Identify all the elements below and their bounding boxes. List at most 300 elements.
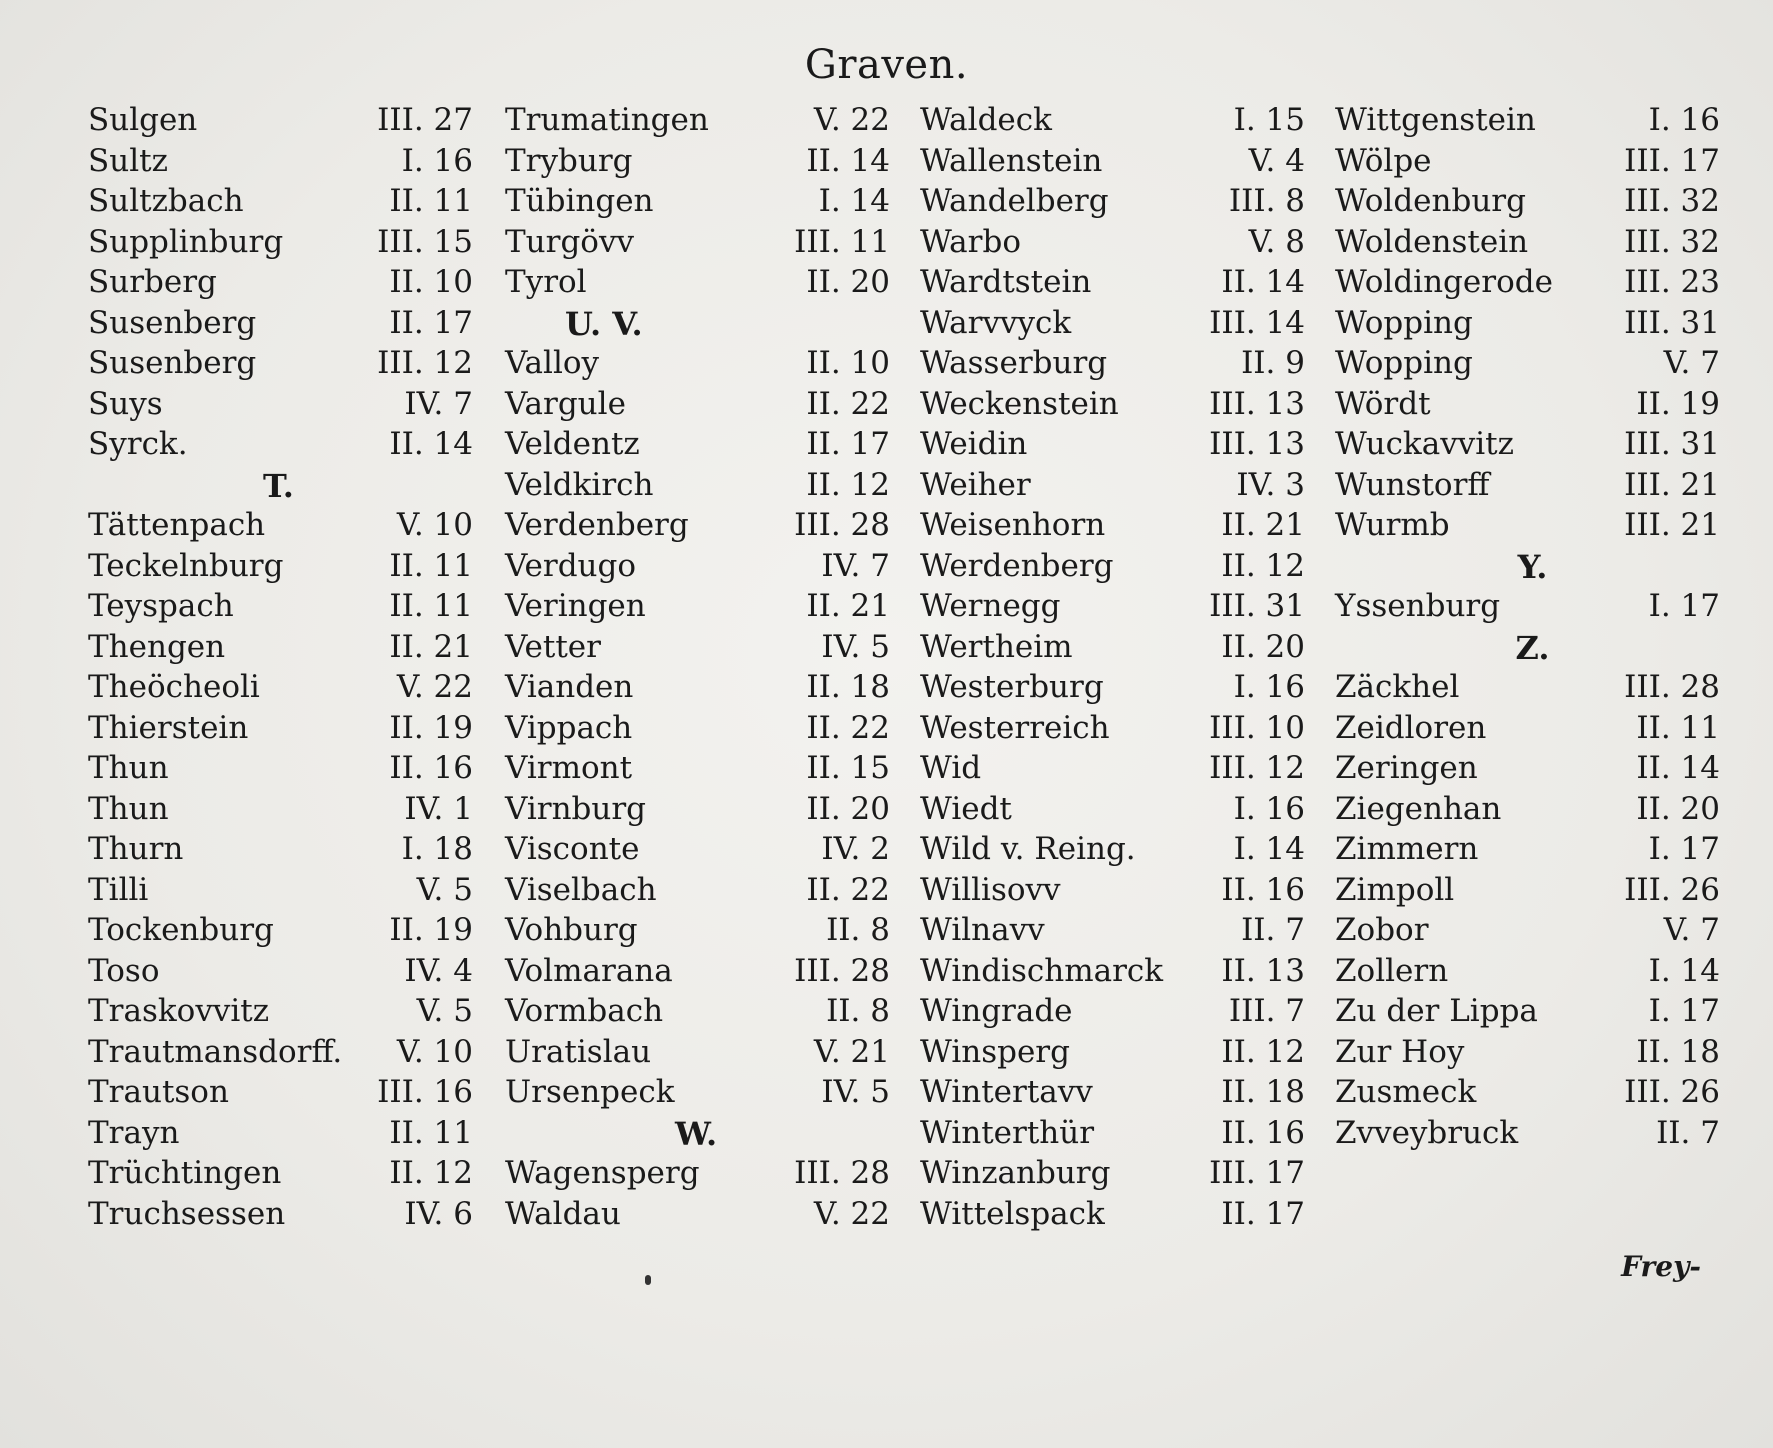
entry-name: Suys <box>88 385 163 422</box>
entry-name: Waldau <box>505 1195 621 1232</box>
index-entry <box>88 912 473 953</box>
entry-name: Wid <box>920 750 982 786</box>
entry-name: Teckelnburg <box>88 547 284 584</box>
entry-name: Toso <box>88 952 160 989</box>
index-entry <box>505 386 890 427</box>
index-entry <box>920 953 1305 994</box>
entry-reference: II. 22 <box>806 871 890 908</box>
entry-name: Wingrade <box>920 993 1073 1029</box>
index-entry <box>920 345 1305 386</box>
entry-name: Wilnavv <box>920 912 1045 948</box>
entry-reference: I. 15 <box>1233 102 1305 138</box>
entry-name: Trautson <box>88 1074 229 1110</box>
entry-name: Yssenburg <box>1335 588 1501 624</box>
entry-name: Zollern <box>1335 952 1449 989</box>
entry-name: Wittelspack <box>920 1195 1105 1232</box>
entry-reference: II. 12 <box>389 1155 473 1191</box>
entry-name: Westerburg <box>920 669 1104 705</box>
entry-reference: I. 14 <box>818 183 890 219</box>
entry-reference: II. 11 <box>389 547 473 584</box>
entry-name: Winzanburg <box>920 1155 1111 1191</box>
entry-name: Weisenhorn <box>920 507 1106 543</box>
entry-name: Sultzbach <box>88 183 244 219</box>
entry-reference: III. 21 <box>1624 466 1720 503</box>
entry-reference: II. 11 <box>389 588 473 624</box>
section-letter: Y. <box>1517 547 1548 586</box>
index-entry <box>920 1074 1305 1115</box>
entry-reference: IV. 7 <box>404 385 473 422</box>
entry-name: Wuckavvitz <box>1335 426 1514 462</box>
index-entry <box>505 102 890 143</box>
entry-reference: I. 16 <box>401 142 473 179</box>
entry-name: Wopping <box>1335 304 1473 341</box>
entry-name: Zu der Lippa <box>1335 993 1538 1029</box>
entry-name: Zeringen <box>1335 750 1478 786</box>
entry-name: Thengen <box>88 628 226 665</box>
entry-reference: IV. 5 <box>821 1074 890 1110</box>
entry-reference: V. 7 <box>1663 912 1720 948</box>
page-title: Graven. <box>804 42 969 88</box>
index-entry <box>1335 1034 1720 1075</box>
index-entry <box>88 993 473 1034</box>
entry-reference: II. 19 <box>389 709 473 746</box>
entry-name: Susenberg <box>88 345 257 381</box>
entry-reference: III. 23 <box>1624 264 1720 300</box>
entry-reference: III. 31 <box>1209 588 1305 624</box>
entry-reference: II. 17 <box>806 426 890 462</box>
entry-name: Supplinburg <box>88 223 284 260</box>
index-entry <box>1335 791 1720 832</box>
entry-reference: I. 17 <box>1648 831 1720 867</box>
entry-name: Thurn <box>88 831 184 867</box>
entry-name: Theöcheoli <box>88 669 260 705</box>
entry-name: Veringen <box>505 588 646 624</box>
entry-reference: II. 18 <box>1636 1033 1720 1070</box>
section-letter: U. V. <box>565 304 643 343</box>
entry-name: Weiher <box>920 466 1031 503</box>
index-entry <box>1335 993 1720 1034</box>
entry-name: Tilli <box>88 871 149 908</box>
entry-name: Vippach <box>505 709 633 746</box>
index-entry <box>505 831 890 872</box>
index-entry <box>88 1034 473 1075</box>
index-entry <box>88 102 473 143</box>
entry-reference: III. 15 <box>377 223 473 260</box>
entry-reference: II. 11 <box>389 183 473 219</box>
index-entry <box>1335 183 1720 224</box>
index-entry <box>505 224 890 265</box>
entry-reference: III. 28 <box>1624 669 1720 705</box>
entry-reference: II. 12 <box>1221 547 1305 584</box>
index-entry <box>1335 102 1720 143</box>
entry-reference: IV. 6 <box>404 1195 473 1232</box>
index-entry <box>920 224 1305 265</box>
entry-name: Wertheim <box>920 628 1073 665</box>
catchword: Frey- <box>1621 1250 1701 1283</box>
index-entry <box>1335 872 1720 913</box>
entry-reference: IV. 7 <box>821 547 890 584</box>
entry-name: Wördt <box>1335 385 1431 422</box>
index-entry <box>88 750 473 791</box>
index-entry <box>920 183 1305 224</box>
entry-reference: II. 11 <box>1636 709 1720 746</box>
index-entry <box>1335 588 1720 629</box>
entry-name: Zvveybruck <box>1335 1114 1519 1151</box>
index-entry <box>88 143 473 184</box>
index-entry <box>505 993 890 1034</box>
entry-name: Vargule <box>505 385 626 422</box>
entry-name: Zusmeck <box>1335 1074 1477 1110</box>
entry-reference: III. 21 <box>1624 507 1720 543</box>
index-entry <box>1335 143 1720 184</box>
index-entry <box>505 872 890 913</box>
entry-reference: III. 27 <box>377 102 473 138</box>
entry-name: Wittgenstein <box>1335 102 1536 138</box>
index-entry <box>88 386 473 427</box>
entry-reference: III. 8 <box>1228 183 1305 219</box>
index-entry <box>1335 305 1720 346</box>
entry-name: Viselbach <box>505 871 657 908</box>
entry-reference: II. 21 <box>389 628 473 665</box>
index-entry <box>88 710 473 751</box>
entry-reference: I. 16 <box>1233 669 1305 705</box>
entry-reference: III. 28 <box>794 507 890 543</box>
entry-reference: IV. 4 <box>404 952 473 989</box>
entry-name: Woldenburg <box>1335 183 1526 219</box>
index-entry <box>1335 831 1720 872</box>
index-entry <box>920 588 1305 629</box>
index-entry <box>88 224 473 265</box>
entry-reference: I. 17 <box>1648 588 1720 624</box>
entry-reference: V. 22 <box>813 102 890 138</box>
index-entry <box>505 953 890 994</box>
index-entry <box>505 426 890 467</box>
entry-reference: V. 10 <box>396 507 473 543</box>
index-entry <box>88 1196 473 1237</box>
entry-name: Teyspach <box>88 588 234 624</box>
index-entry <box>505 669 890 710</box>
entry-name: Trayn <box>88 1114 180 1151</box>
entry-name: Wiedt <box>920 790 1012 827</box>
entry-reference: III. 31 <box>1624 426 1720 462</box>
entry-reference: II. 20 <box>1221 628 1305 665</box>
index-entry <box>88 588 473 629</box>
entry-reference: V. 10 <box>396 1033 473 1070</box>
index-entry <box>88 183 473 224</box>
index-entry <box>505 791 890 832</box>
index-column-4 <box>1335 102 1720 1155</box>
entry-reference: II. 17 <box>389 304 473 341</box>
entry-reference: V. 21 <box>813 1033 890 1070</box>
index-entry <box>1335 386 1720 427</box>
entry-reference: III. 32 <box>1624 183 1720 219</box>
index-entry <box>505 548 890 589</box>
index-entry <box>1335 1074 1720 1115</box>
entry-name: Wagensperg <box>505 1155 700 1191</box>
entry-name: Wopping <box>1335 345 1473 381</box>
entry-reference: II. 12 <box>806 466 890 503</box>
entry-reference: V. 5 <box>416 871 473 908</box>
index-entry <box>505 1074 890 1115</box>
entry-reference: III. 32 <box>1624 223 1720 260</box>
entry-name: Syrck. <box>88 426 188 462</box>
entry-reference: II. 14 <box>806 142 890 179</box>
entry-reference: III. 31 <box>1624 304 1720 341</box>
entry-name: Veldentz <box>505 426 640 462</box>
entry-reference: V. 5 <box>416 993 473 1029</box>
index-entry <box>505 143 890 184</box>
entry-reference: II. 20 <box>806 790 890 827</box>
index-entry <box>505 1034 890 1075</box>
entry-reference: III. 17 <box>1209 1155 1305 1191</box>
entry-name: Winsperg <box>920 1033 1070 1070</box>
section-letter: Z. <box>1515 628 1550 667</box>
entry-name: Wild v. Reing. <box>920 831 1136 867</box>
entry-name: Volmarana <box>505 952 673 989</box>
entry-reference: II. 21 <box>806 588 890 624</box>
entry-reference: I. 16 <box>1233 790 1305 827</box>
index-entry <box>1335 426 1720 467</box>
entry-name: Trautmansdorff. <box>88 1033 343 1070</box>
index-entry <box>920 669 1305 710</box>
entry-reference: IV. 3 <box>1236 466 1305 503</box>
entry-reference: II. 8 <box>826 993 890 1029</box>
entry-reference: IV. 2 <box>821 831 890 867</box>
index-entry <box>920 386 1305 427</box>
index-entry <box>920 305 1305 346</box>
index-entry <box>920 831 1305 872</box>
index-entry <box>920 872 1305 913</box>
entry-name: Thierstein <box>88 709 249 746</box>
index-entry <box>1335 467 1720 508</box>
index-entry <box>88 1115 473 1156</box>
entry-reference: II. 16 <box>1221 1114 1305 1151</box>
index-entry <box>920 548 1305 589</box>
entry-name: Warbo <box>920 223 1021 260</box>
entry-name: Traskovvitz <box>88 993 270 1029</box>
entry-reference: II. 7 <box>1241 912 1305 948</box>
entry-name: Zeidloren <box>1335 709 1487 746</box>
index-entry <box>920 102 1305 143</box>
entry-name: Tübingen <box>505 183 654 219</box>
index-entry <box>505 1155 890 1196</box>
entry-reference: III. 7 <box>1228 993 1305 1029</box>
index-entry <box>88 426 473 467</box>
entry-name: Wasserburg <box>920 345 1108 381</box>
index-entry <box>920 143 1305 184</box>
index-entry <box>88 872 473 913</box>
entry-reference: II. 9 <box>1241 345 1305 381</box>
index-entry <box>88 629 473 670</box>
entry-name: Vetter <box>505 628 601 665</box>
entry-name: Thun <box>88 750 169 786</box>
index-entry <box>505 467 890 508</box>
index-entry <box>920 1034 1305 1075</box>
ink-spot <box>645 1275 651 1285</box>
entry-reference: V. 8 <box>1248 223 1305 260</box>
entry-reference: II. 22 <box>806 709 890 746</box>
index-entry <box>88 953 473 994</box>
entry-reference: III. 12 <box>377 345 473 381</box>
index-column-3 <box>920 102 1305 1236</box>
entry-name: Virmont <box>505 750 633 786</box>
entry-name: Zimpoll <box>1335 871 1455 908</box>
entry-name: Warvvyck <box>920 304 1072 341</box>
entry-name: Zimmern <box>1335 831 1479 867</box>
entry-reference: I. 17 <box>1648 993 1720 1029</box>
index-entry <box>505 588 890 629</box>
index-entry <box>88 264 473 305</box>
entry-name: Trumatingen <box>505 102 709 138</box>
entry-reference: II. 19 <box>389 912 473 948</box>
index-entry <box>88 791 473 832</box>
entry-reference: I. 16 <box>1648 102 1720 138</box>
entry-reference: III. 28 <box>794 1155 890 1191</box>
index-entry <box>920 264 1305 305</box>
index-entry <box>88 831 473 872</box>
section-letter: T. <box>263 466 294 505</box>
index-entry <box>920 750 1305 791</box>
entry-name: Turgövv <box>505 223 634 260</box>
index-entry <box>920 1155 1305 1196</box>
entry-reference: III. 13 <box>1209 426 1305 462</box>
entry-name: Tryburg <box>505 142 633 179</box>
index-entry <box>505 750 890 791</box>
entry-reference: V. 7 <box>1663 345 1720 381</box>
index-column-2 <box>505 102 890 1236</box>
entry-reference: V. 4 <box>1248 142 1305 179</box>
entry-reference: II. 17 <box>1221 1195 1305 1232</box>
entry-name: Wintertavv <box>920 1074 1093 1110</box>
entry-name: Sultz <box>88 142 168 179</box>
index-entry <box>1335 669 1720 710</box>
entry-name: Tättenpach <box>88 507 266 543</box>
index-entry <box>505 264 890 305</box>
entry-reference: II. 20 <box>1636 790 1720 827</box>
entry-reference: III. 26 <box>1624 871 1720 908</box>
entry-name: Trüchtingen <box>88 1155 282 1191</box>
entry-reference: II. 18 <box>806 669 890 705</box>
entry-reference: II. 21 <box>1221 507 1305 543</box>
entry-name: Tockenburg <box>88 912 274 948</box>
entry-name: Thun <box>88 790 169 827</box>
entry-reference: II. 10 <box>389 264 473 300</box>
entry-name: Windischmarck <box>920 952 1164 989</box>
entry-reference: III. 17 <box>1624 142 1720 179</box>
entry-name: Verdugo <box>505 547 637 584</box>
entry-name: Uratislau <box>505 1033 652 1070</box>
entry-reference: III. 26 <box>1624 1074 1720 1110</box>
entry-name: Wernegg <box>920 588 1061 624</box>
index-entry <box>505 710 890 751</box>
entry-name: Vormbach <box>505 993 664 1029</box>
entry-reference: II. 10 <box>806 345 890 381</box>
entry-name: Surberg <box>88 264 217 300</box>
entry-name: Werdenberg <box>920 547 1114 584</box>
index-entry <box>88 669 473 710</box>
entry-name: Ursenpeck <box>505 1074 675 1110</box>
entry-name: Verdenberg <box>505 507 689 543</box>
entry-reference: I. 14 <box>1648 952 1720 989</box>
entry-reference: III. 10 <box>1209 709 1305 746</box>
entry-name: Weidin <box>920 426 1028 462</box>
index-entry <box>505 183 890 224</box>
index-entry <box>920 426 1305 467</box>
index-entry <box>88 305 473 346</box>
entry-name: Wunstorff <box>1335 466 1490 503</box>
entry-name: Zäckhel <box>1335 669 1460 705</box>
entry-reference: II. 7 <box>1656 1114 1720 1151</box>
index-entry <box>1335 507 1720 548</box>
index-column-1 <box>88 102 473 1236</box>
index-entry <box>1335 264 1720 305</box>
entry-name: Wallenstein <box>920 142 1103 179</box>
index-entry <box>920 912 1305 953</box>
entry-name: Vianden <box>505 669 634 705</box>
index-entry <box>920 629 1305 670</box>
entry-reference: II. 19 <box>1636 385 1720 422</box>
index-entry <box>1335 345 1720 386</box>
entry-name: Susenberg <box>88 304 257 341</box>
entry-reference: IV. 5 <box>821 628 890 665</box>
entry-name: Wurmb <box>1335 507 1450 543</box>
entry-reference: II. 14 <box>1221 264 1305 300</box>
entry-reference: III. 28 <box>794 952 890 989</box>
index-entry <box>505 507 890 548</box>
entry-name: Visconte <box>505 831 640 867</box>
entry-reference: II. 13 <box>1221 952 1305 989</box>
entry-name: Veldkirch <box>505 466 654 503</box>
index-entry <box>1335 1115 1720 1156</box>
index-entry <box>505 345 890 386</box>
index-entry <box>1335 710 1720 751</box>
index-entry <box>88 345 473 386</box>
index-entry <box>920 1115 1305 1156</box>
entry-reference: III. 11 <box>794 223 890 260</box>
index-entry <box>920 791 1305 832</box>
index-entry <box>505 912 890 953</box>
index-entry <box>88 1074 473 1115</box>
entry-name: Zobor <box>1335 912 1429 948</box>
entry-reference: II. 15 <box>806 750 890 786</box>
entry-reference: II. 22 <box>806 385 890 422</box>
index-entry <box>920 507 1305 548</box>
entry-name: Woldingerode <box>1335 264 1553 300</box>
entry-name: Waldeck <box>920 102 1052 138</box>
entry-reference: I. 18 <box>401 831 473 867</box>
index-entry <box>1335 912 1720 953</box>
entry-name: Wölpe <box>1335 142 1432 179</box>
entry-reference: II. 14 <box>1636 750 1720 786</box>
entry-name: Wandelberg <box>920 183 1109 219</box>
entry-reference: II. 8 <box>826 912 890 948</box>
index-entry <box>505 1196 890 1237</box>
index-entry <box>920 710 1305 751</box>
entry-reference: III. 16 <box>377 1074 473 1110</box>
entry-name: Winterthür <box>920 1114 1095 1151</box>
entry-name: Zur Hoy <box>1335 1033 1465 1070</box>
index-entry <box>920 993 1305 1034</box>
section-letter: W. <box>675 1114 718 1153</box>
entry-name: Tyrol <box>505 264 587 300</box>
index-entry <box>920 467 1305 508</box>
index-entry <box>1335 224 1720 265</box>
entry-name: Wardtstein <box>920 264 1092 300</box>
entry-reference: III. 14 <box>1209 304 1305 341</box>
entry-name: Willisovv <box>920 871 1061 908</box>
entry-reference: II. 14 <box>389 426 473 462</box>
entry-reference: III. 12 <box>1209 750 1305 786</box>
